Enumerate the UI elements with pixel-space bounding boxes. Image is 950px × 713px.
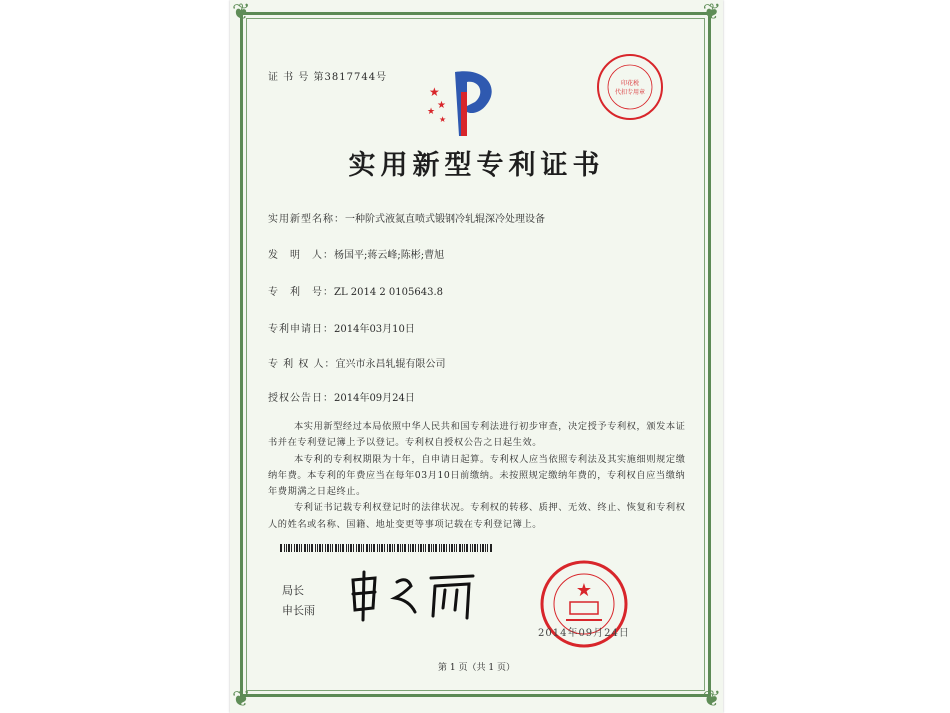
- field-label: 授权公告日：: [268, 393, 334, 404]
- barcode-bar: [307, 544, 308, 552]
- barcode-bar: [371, 544, 372, 552]
- body-paragraph: 本专利的专利权期限为十年，自申请日起算。专利权人应当依照专利法及其实施细则规定缴纳年费。本专利的年费应当在每年03月10日前缴纳。未按照规定缴纳年费的，专利权自应当缴纳年费期满之日起终止。: [268, 453, 686, 498]
- svg-text:★: ★: [429, 85, 440, 99]
- director-name: 申长雨: [282, 604, 315, 617]
- corner-ornament-icon: ❦: [702, 687, 721, 712]
- field-patent-number: [268, 283, 443, 298]
- field-value: 杨国平;蒋云峰;陈彬;曹旭: [334, 250, 445, 261]
- barcode-bar: [433, 544, 434, 552]
- barcode-bar: [350, 544, 352, 552]
- barcode-bar: [335, 544, 337, 552]
- field-inventors: [268, 246, 444, 261]
- barcode-bar: [477, 544, 478, 552]
- svg-text:★: ★: [427, 107, 436, 117]
- barcode-bar: [327, 544, 329, 552]
- field-label: 专利申请日：: [268, 324, 334, 335]
- barcode-bar: [330, 544, 331, 552]
- barcode-bar: [441, 544, 442, 552]
- patent-office-logo-icon: [425, 62, 505, 140]
- barcode-bar: [384, 544, 385, 552]
- barcode-bar: [342, 544, 344, 552]
- barcode-bar: [291, 544, 292, 552]
- certificate-number: 证 书 号 第3817744号: [268, 72, 388, 83]
- barcode-bar: [464, 544, 465, 552]
- barcode-bar: [485, 544, 486, 552]
- barcode-bar: [404, 544, 406, 552]
- barcode-bar: [397, 544, 399, 552]
- certificate-page: [230, 0, 723, 713]
- barcode-bar: [379, 544, 380, 552]
- barcode-bar: [288, 544, 290, 552]
- barcode-bar: [356, 544, 357, 552]
- barcode-bar: [301, 544, 302, 552]
- barcode-bar: [472, 544, 473, 552]
- barcode-bar: [410, 544, 411, 552]
- svg-text:代扣专用章: 代扣专用章: [614, 89, 646, 96]
- barcode-bar: [358, 544, 360, 552]
- barcode-bar: [325, 544, 326, 552]
- barcode-bar: [482, 544, 484, 552]
- barcode-bar: [415, 544, 416, 552]
- certificate-body: [268, 419, 688, 533]
- barcode-bar: [425, 544, 426, 552]
- barcode-bar: [443, 544, 445, 552]
- barcode-bar: [446, 544, 447, 552]
- barcode-bar: [435, 544, 437, 552]
- barcode-bar: [363, 544, 364, 552]
- barcode-bar: [387, 544, 388, 552]
- seal-date: 2014年09月24日: [538, 628, 630, 639]
- page-number: 第 1 页（共 1 页）: [438, 663, 515, 673]
- corner-ornament-icon: ❦: [232, 687, 251, 712]
- barcode-bar: [474, 544, 476, 552]
- barcode-bar: [389, 544, 391, 552]
- barcode-bar: [470, 544, 471, 552]
- barcode-bar: [319, 544, 321, 552]
- field-label: 专 利 权 人：: [268, 359, 336, 370]
- field-utility-model-name: [268, 210, 545, 225]
- barcode-bar: [456, 544, 457, 552]
- field-grant-date: [268, 389, 415, 404]
- barcode-bar: [369, 544, 370, 552]
- barcode-bar: [315, 544, 316, 552]
- svg-text:★: ★: [575, 580, 593, 601]
- barcode-bar: [394, 544, 395, 552]
- barcode-bar: [400, 544, 401, 552]
- field-label: 发 明 人：: [268, 250, 334, 261]
- svg-text:印花税: 印花税: [620, 80, 640, 87]
- barcode-bar: [280, 544, 282, 552]
- barcode-bar: [418, 544, 419, 552]
- body-paragraph: 专利证书记载专利权登记时的法律状况。专利权的转移、质押、无效、终止、恢复和专利权人的姓名或名称、国籍、地址变更等事项记载在专利登记簿上。: [268, 502, 686, 530]
- barcode-bar: [309, 544, 310, 552]
- field-application-date: [268, 320, 415, 335]
- barcode-bar: [459, 544, 461, 552]
- barcode-bar: [332, 544, 333, 552]
- barcode-bar: [451, 544, 453, 552]
- barcode-bar: [466, 544, 468, 552]
- field-label: 专 利 号：: [268, 287, 334, 298]
- barcode-bar: [311, 544, 313, 552]
- barcode-bar: [381, 544, 383, 552]
- barcode-bar: [402, 544, 403, 552]
- barcode-bar: [338, 544, 339, 552]
- barcode-bar: [423, 544, 424, 552]
- barcode-bar: [299, 544, 300, 552]
- barcode-bar: [412, 544, 414, 552]
- tax-seal-icon: [595, 52, 665, 122]
- barcode-bar: [304, 544, 306, 552]
- barcode-icon: [280, 544, 492, 552]
- barcode-bar: [462, 544, 463, 552]
- barcode-bar: [366, 544, 368, 552]
- barcode-bar: [284, 544, 285, 552]
- barcode-bar: [361, 544, 362, 552]
- barcode-bar: [377, 544, 378, 552]
- barcode-bar: [480, 544, 481, 552]
- barcode-bar: [392, 544, 393, 552]
- barcode-bar: [348, 544, 349, 552]
- field-value: ZL 2014 2 0105643.8: [334, 287, 444, 298]
- barcode-bar: [340, 544, 341, 552]
- barcode-bar: [322, 544, 323, 552]
- barcode-bar: [296, 544, 298, 552]
- barcode-bar: [353, 544, 354, 552]
- field-value: 一种阶式液氮直喷式锻钢冷轧辊深冷处理设备: [345, 214, 545, 225]
- body-paragraph: 本实用新型经过本局依照中华人民共和国专利法进行初步审查，决定授予专利权，颁发本证书并在专利登记簿上予以登记。专利权自授权公告之日起生效。: [268, 421, 686, 449]
- barcode-bar: [454, 544, 455, 552]
- barcode-bar: [420, 544, 422, 552]
- barcode-bar: [346, 544, 347, 552]
- svg-text:★: ★: [437, 100, 446, 111]
- barcode-bar: [487, 544, 488, 552]
- field-label: 实用新型名称：: [268, 214, 345, 225]
- barcode-bar: [449, 544, 450, 552]
- corner-ornament-icon: ❦: [232, 0, 251, 25]
- barcode-bar: [373, 544, 375, 552]
- signature-icon: [345, 568, 480, 623]
- corner-ornament-icon: ❦: [702, 0, 721, 25]
- barcode-bar: [431, 544, 432, 552]
- barcode-bar: [439, 544, 440, 552]
- barcode-bar: [317, 544, 318, 552]
- barcode-bar: [490, 544, 492, 552]
- certificate-title: 实用新型专利证书: [348, 150, 605, 181]
- field-value: 宜兴市永昌轧辊有限公司: [335, 359, 446, 370]
- svg-text:★: ★: [439, 115, 447, 124]
- barcode-bar: [408, 544, 409, 552]
- barcode-bar: [428, 544, 430, 552]
- field-value: 2014年09月24日: [334, 393, 415, 404]
- barcode-bar: [294, 544, 295, 552]
- field-value: 2014年03月10日: [334, 324, 415, 335]
- field-patentee: [268, 355, 446, 370]
- director-title: 局长: [282, 584, 304, 597]
- barcode-bar: [286, 544, 287, 552]
